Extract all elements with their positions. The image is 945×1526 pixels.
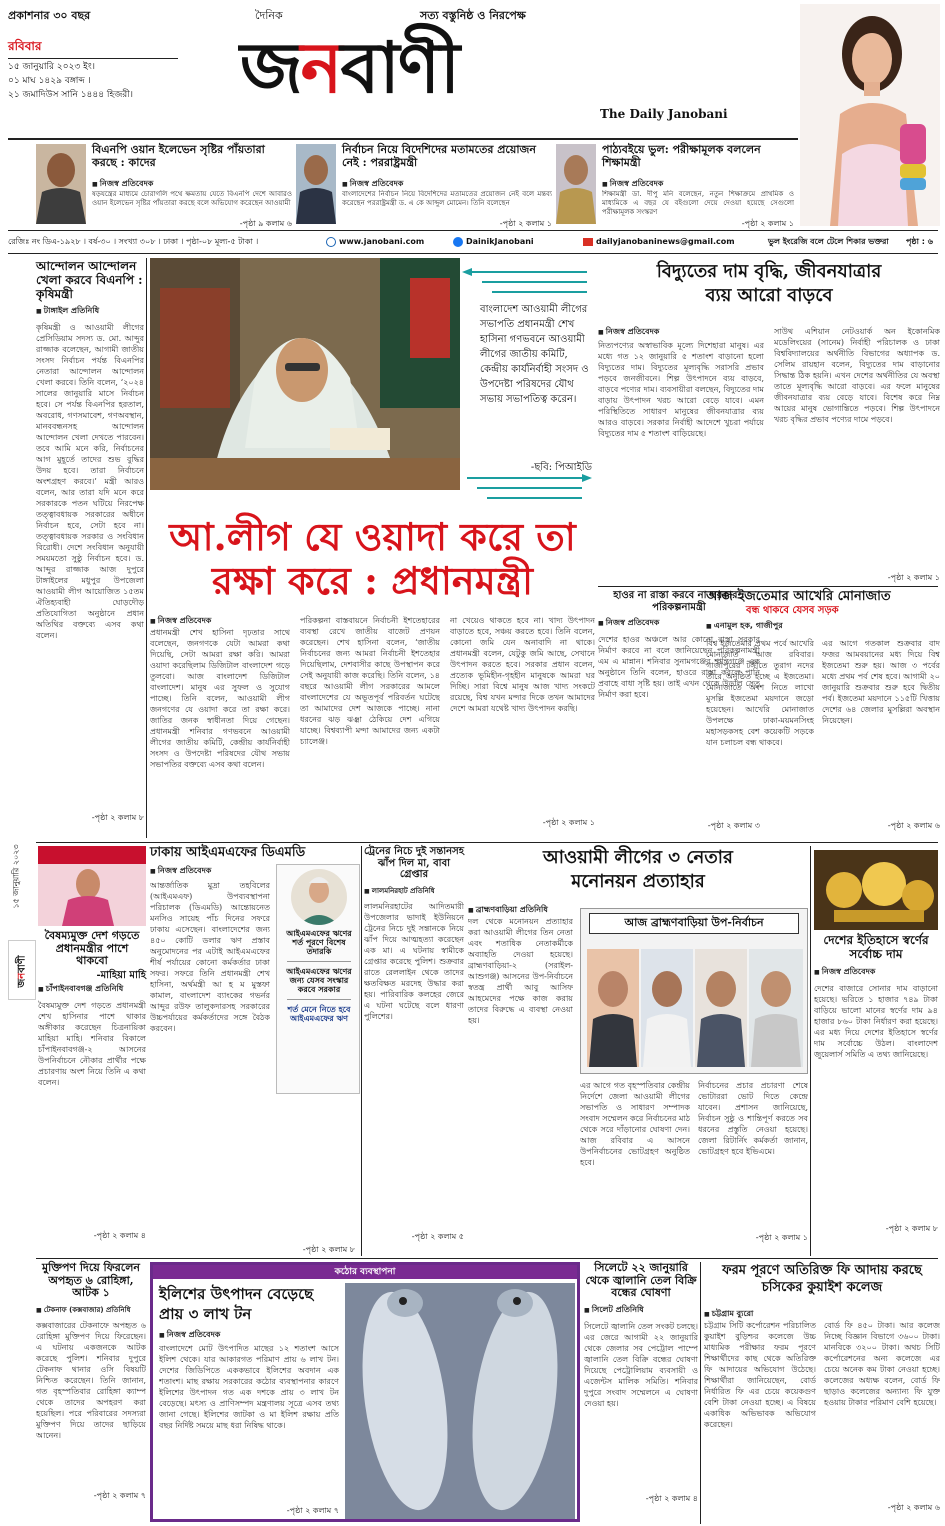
facebook-icon (453, 237, 463, 247)
hilsa-cont: -পৃষ্ঠা ২ কলাম ৭ (286, 1506, 339, 1515)
gold-title: দেশের ইতিহাসে স্বর্ণের সর্বোচ্চ দাম (823, 933, 929, 961)
teaser-cont-2: -পৃষ্ঠা ২ কলাম ১ (499, 219, 552, 228)
teaser-byline-2: ■ নিজস্ব প্রতিবেদক (342, 178, 403, 191)
nomination-box-label: আজ ব্রাহ্মণবাড়িয়া উপ-নির্বাচন (589, 913, 799, 934)
teaser-cont-1: -পৃষ্ঠা ৯ কলাম ৬ (239, 219, 292, 228)
nomination-col-3: নির্বাচনের প্রচার প্রচারণা শেষে ভোটাররা ভোট দিতে কেন্দ্রে যাবেন। প্রশাসন জানিয়েছে, নির্বাচন সুষ্ঠু ও শান্তিপূর্ণ করতে সব ধরনের প্রস্তুতি নেওয়া হয়েছে। জেলা রিটার্নিং কর্মকর্তা জানান, ভোটগ্রহণ হবে ইভিএমে। (698, 1081, 808, 1156)
date-en: ১৫ জানুয়ারি ২০২৩ ইং। (8, 62, 95, 72)
train-byline: ■ লালমনিরহাট প্রতিনিধি (364, 885, 464, 897)
college-story[interactable] (704, 1262, 940, 1524)
train-story[interactable] (364, 846, 464, 1256)
hilsa-title-line-1: ইলিশের উৎপাদন বেড়েছে (159, 1285, 314, 1303)
mahi-cont: -পৃষ্ঠা ২ কলাম ৪ (93, 1231, 146, 1241)
website-link[interactable] (326, 232, 424, 252)
globe-icon (326, 237, 336, 247)
teaser-text-3: শিক্ষামন্ত্রী ডা. দীপু মনি বলেছেন, নতুন শিক্ষাক্রমে প্রাথমিক ও মাধ্যমিকে এ বছর যে বইগুলো দেয়ে দেওয়া হয়েছে সেগুলো পরীক্ষামূলক সংস্করণ (602, 190, 794, 216)
lead-byline: ■ নিজস্ব প্রতিবেদক (150, 615, 211, 628)
arrow-graphic-bottom (462, 470, 592, 514)
electricity-cont: -পৃষ্ঠা ২ কলাম ১ (887, 573, 940, 582)
teaser-2[interactable] (296, 144, 551, 228)
nomination-byline: ■ ব্রাহ্মণবাড়িয়া প্রতিনিধি (468, 904, 548, 917)
fuel-text: সিলেটে জ্বালানি তেল সংকট চলছে। এর জেরে আগামী ২২ জানুয়ারি থেকে জেলার সব পেট্রোল পাম্পে জ্বালানি তেল বিক্রি বন্ধের ঘোষণা দিয়েছে পেট্রোলিয়াম ব্যবসায়ী ও এজেন্টস মালিক সমিতি। শনিবার দুপুরে সংবাদ সম্মেলনে এ ঘোষণা দেওয়া হয়। (584, 1321, 698, 1408)
side-date (2, 820, 32, 940)
road-text: দেশের হাওর অঞ্চলে আর কোনো রাস্তা সরকার নির্মাণ করবে না বলে জানিয়েছেন পরিকল্পনামন্ত্রী এম এ মান্নান। শনিবার সুনামগঞ্জের শান্তিগঞ্জে এক অনুষ্ঠানে তিনি বলেন, হাওরে রাস্তা করলে পানি প্রবাহে বাধা সৃষ্টি হয়। তাই এখন থেকে উড়াল সেতু নির্মাণ করা হবে। (598, 635, 760, 699)
mahi-story[interactable] (38, 930, 146, 1260)
hilsa-kicker-bar (153, 1265, 577, 1279)
imf-official-photo (291, 869, 347, 925)
ijtema-title: আজ ইজতেমার আখেরি মোনাজাত (706, 589, 891, 604)
rohingya-story[interactable] (36, 1262, 146, 1524)
daily-label: দৈনিক (255, 9, 283, 22)
english-name: The Daily Janobani (600, 107, 728, 121)
ijtema-col-1: বিশ্ব ইজতেমার প্রথম পর্বে আখেরি মোনাজাত আজ রবিবার। গাজীপুরের টঙ্গীতে তুরাগ নদের তীরে অনুষ্ঠিত হচ্ছে এ ইজতেমা। মোনাজাতে অংশ নিতে লাখো মুসল্লি ইজতেমা ময়দানে জড়ো হয়েছেন। আখেরি মোনাজাত উপলক্ষে ঢাকা-ময়মনসিংহ মহাসড়কসহ বেশ কয়েকটি সড়কে যান চলাচল বন্ধ থাকবে। (706, 639, 814, 747)
side-date-text: ১৫ জানুয়ারি ২০২৩ (11, 844, 21, 909)
road-byline: ■ নিজস্ব প্রতিবেদক (598, 617, 760, 630)
imf-box-line-3: শর্ত মেনে নিতে হবে আইএমএফের ঋণ (287, 1004, 351, 1024)
teaser-byline-3: ■ নিজস্ব প্রতিবেদক (602, 178, 663, 191)
imf-cont: -পৃষ্ঠা ২ কলাম ৮ (302, 1245, 355, 1254)
hilsa-title-line-2: প্রায় ৩ লাখ টন (159, 1305, 252, 1323)
logo-part-1: জ (240, 27, 301, 109)
nomination-story[interactable] (468, 846, 808, 1256)
road-cont: -পৃষ্ঠা ২ কলাম ৩ (707, 821, 760, 830)
date-bn: ০১ মাঘ ১৪২৯ বঙ্গাব্দ । (8, 76, 91, 86)
ijtema-cont: -পৃষ্ঠা ২ কলাম ৬ (887, 821, 940, 830)
train-cont: -পৃষ্ঠা ২ কলাম ৫ (411, 1231, 464, 1241)
fuel-cont: -পৃষ্ঠা ২ কলাম ৪ (645, 1493, 698, 1503)
teaser-1[interactable] (36, 144, 291, 228)
electricity-story[interactable] (598, 260, 940, 585)
imf-title: ঢাকায় আইএমএফের ডিএমডি (150, 845, 306, 860)
mahi-byline-name: -মাহিয়া মাহি (96, 969, 146, 981)
ijtema-byline: ■ এনামুল হক, গাজীপুর (706, 620, 940, 633)
nomination-cont: -পৃষ্ঠা ২ কলাম ১ (755, 1233, 808, 1242)
hilsa-byline: ■ নিজস্ব প্রতিবেদক (159, 1329, 220, 1342)
electricity-title-line-1: বিদ্যুতের দাম বৃদ্ধি, জীবনযাত্রার (656, 261, 882, 282)
teaser-text-1: ষড়যন্ত্রের মাধ্যমে চোরাগলি পথে ক্ষমতায় যেতে বিএনপি দেশে আবারও ওয়ান ইলেভেন সৃষ্টির পাঁয়তারা করছে বলে অভিযোগ করেছেন আওয়ামী (92, 190, 292, 207)
teaser-photo-1 (36, 144, 86, 224)
hilsa-story[interactable] (150, 1262, 580, 1522)
teaser-title-3: পাঠ্যবইয়ে ভুল: পরীক্ষামূলক বললেন শিক্ষামন্ত্রী (602, 143, 761, 169)
nomination-title-line-2: মনোনয়ন প্রত্যাহার (571, 871, 705, 892)
slogan: সত্য বস্তুনিষ্ঠ ও নিরপেক্ষ (420, 9, 526, 22)
teaser-photo-3 (556, 144, 596, 224)
teaser-title-2: নির্বাচন নিয়ে বিদেশিদের মতামতের প্রয়োজন নেই : পররাষ্ট্রমন্ত্রী (342, 143, 536, 169)
nomination-col-1: দল থেকে মনোনয়ন প্রত্যাহার করা আওয়ামী লীগের তিন নেতা এবং শতাধিক নেতাকর্মীকে অব্যাহতি দেওয়া হয়েছে। ব্রাহ্মণবাড়িয়া-২ (সরাইল-আশুগঞ্জ) আসনের উপ-নির্বাচনে স্বতন্ত্র প্রার্থী আবু আসিফ আহমেদের পক্ষে কাজ করায় তাদের বিরুদ্ধে এ ব্যবস্থা নেওয়া হয়। (468, 917, 573, 1025)
college-title: ফরম পূরণে অতিরিক্ত ফি আদায় করছে চসিকের কুয়াইশ কলেজ (722, 1263, 922, 1295)
hilsa-text: বাংলাদেশে মোট উৎপাদিত মাছের ১২ শতাংশ আসে ইলিশ থেকে। যার আকারগত পরিমাণ প্রায় ৬ লাখ টন। দেশের জিডিপিতে এককভাবে ইলিশের অবদান এক শতাংশ। মাছ রক্ষায় সরকারের কঠোর ব্যবস্থাপনার কারণে ইলিশের উৎপাদন গত এক দশকে প্রায় ৩ লাখ টন বেড়েছে। মৎস্য ও প্রাণিসম্পদ মন্ত্রণালয় সূত্রে এসব তথ্য জানা গেছে। ইলিশের জাটকা ও মা ইলিশ রক্ষায় প্রতি বছর নির্দিষ্ট সময়ে মাছ ধরা নিষিদ্ধ থাকে। (159, 1344, 339, 1430)
left-story-text: কৃষিমন্ত্রী ও আওয়ামী লীগের প্রেসিডিয়াম সদস্য ড. মো. আব্দুর রাজ্জাক বলেছেন, আগামী জাতীয় সংসদ নির্বাচন পর্যন্ত বিএনপির নেতারা আন্দোলন আন্দোলন খেলা করবে। তিনি বলেন, ‘২০২৪ সালের জানুয়ারি মাসে নির্বাচন হবে। সে পর্যন্ত বিএনপির হরতাল, অবরোধ, গণসমাবেশ, গণঅবস্থান, মানববন্ধনসহ আন্দোলন আন্দোলন খেলা দেখতে পারবেন। তবে আমি মনে করি, নির্বাচনের আগ মুহূর্তে তাদের শুভ বুদ্ধির উদয় হবে। তারা নির্বাচনে অংশগ্রহণ করবে।’ মন্ত্রী আরও বলেন, আর তারা যদি মনে করে সরকারকে পতন ঘটিয়ে নিরপেক্ষ তত্ত্বাবধায়ক সরকারের অধীনে নির্বাচন হবে, সেটা হবে না। তত্ত্বাবধায়ক সরকার ও সংবিধান বিরোধী। দেশে সংবিধান অনুযায়ী সময়মতো সুষ্ঠু নির্বাচন হবে। ড. আব্দুর রাজ্জাক আজ দুপুরে টাঙ্গাইলের মধুপুর উপজেলা আওয়ামী লীগ আয়োজিত ১৫তম ঐতিহ্যবাহী ঘোড়দৌড় প্রতিযোগিতা অনুষ্ঠানে প্রধান অতিথির বক্তব্যে এসব কথা বলেন। (36, 323, 144, 641)
mahi-photo (38, 846, 146, 926)
college-cont: -পৃষ্ঠা ২ কলাম ৬ (887, 1503, 940, 1512)
imf-box-line-1: আইএমএফের ঋণের শর্ত পূরণে বিশেষ তদারকি (286, 928, 352, 957)
fuel-byline: ■ সিলেট প্রতিনিধি (584, 1304, 698, 1317)
rohingya-cont: -পৃষ্ঠা ২ কলাম ৭ (93, 1490, 146, 1500)
electricity-col-1: নিত্যপণ্যের অস্বাভাবিক মূল্যে দিশেহারা মানুষ। এর মধ্যে গত ১২ জানুয়ারি ৫ শতাংশ বাড়ানো হলো বিদ্যুতের দাম। বিদ্যুতের মূল্যবৃদ্ধি সরাসরি প্রভাব পড়বে জনজীবনে। শিল্প উৎপাদনে ব্যয় বাড়বে, বাড়বে পণ্যের দাম। ব্যবসায়ীরা বলছেন, বিদ্যুতের দাম বাড়ায় উৎপাদন খরচ আরো বেড়ে যাবে। এমন পরিস্থিতিতে সাধারণ মানুষের জীবনযাত্রার ব্যয় আরও বাড়বে। সরকার নির্বাহী আদেশে খুচরা পর্যায়ে বিদ্যুতের দাম ৫ শতাংশ বাড়িয়েছে। (598, 341, 764, 438)
hero-caption-block (462, 262, 592, 490)
teaser-text-2: বাংলাদেশের নির্বাচন নিয়ে বিদেশিদের মতামতের প্রয়োজন নেই বলে মন্তব্য করেছেন পররাষ্ট্রমন্ত্রী ড. এ কে আব্দুল মোমেন। তিনি বলেছেন (342, 190, 552, 207)
college-col-1: চট্টগ্রাম সিটি কর্পোরেশন পরিচালিত কুয়াইশ বুড়িশ্চর কলেজে উচ্চ মাধ্যমিক পরীক্ষার ফরম পূরণে শিক্ষার্থীদের কাছ থেকে অতিরিক্ত ফি আদায়ের অভিযোগ উঠেছে। শিক্ষার্থীরা জানিয়েছেন, বোর্ড নির্ধারিত ফি এর চেয়ে কয়েকগুণ বেশি টাকা নেওয়া হচ্ছে। এ বিষয়ে একাধিক অভিভাবক অভিযোগ করেছেন। (704, 1321, 816, 1429)
teaser-title-1: বিএনপি ওয়ান ইলেভেন সৃষ্টির পাঁয়তারা করছে : কাদের (92, 143, 265, 169)
mahi-text: বৈষম্যমুক্ত দেশ গড়তে প্রধানমন্ত্রী শেখ হাসিনার পাশে থাকার অঙ্গীকার করেছেন চিত্রনায়িকা মাহিয়া মাহি। শনিবার বিকালে চাঁপাইনবাবগঞ্জ-২ আসনের উপনির্বাচনে নৌকার প্রার্থীর পক্ষে প্রচারণায় অংশ নিয়ে তিনি এ কথা বলেন। (38, 1001, 146, 1088)
hilsa-fish-photo (345, 1283, 575, 1519)
logo (240, 28, 458, 108)
lead-title-line-2: রক্ষা করে : প্রধানমন্ত্রী (212, 558, 533, 603)
nomination-col-2: এর আগে গত বৃহস্পতিবার কেন্দ্রীয় নির্দেশে জেলা আওয়ামী লীগের সভাপতি ও সাধারণ সম্পাদক সংবাদ সম্মেলন করে নির্বাচনের মাঠ থেকে সরে দাঁড়ানোর ঘোষণা দেন। আজ রবিবার এ আসনে উপনির্বাচনের ভোটগ্রহণ অনুষ্ঠিত হবে। (580, 1081, 690, 1167)
gold-cont: -পৃষ্ঠা ২ কলাম ৮ (885, 1223, 938, 1233)
lead-story[interactable] (150, 515, 595, 837)
electricity-title-line-2: ব্যয় আরো বাড়বে (705, 285, 833, 306)
facebook-text: DainikJanobani (466, 237, 534, 246)
train-title: ট্রেনের নিচে দুই সন্তানসহ ঝাঁপ দিল মা, বাবা গ্রেপ্তার (364, 846, 465, 880)
facebook-link[interactable] (453, 232, 534, 252)
imf-box (276, 864, 360, 1094)
gold-byline: ■ নিজস্ব প্রতিবেদক (814, 966, 938, 979)
side-logo: জনবাণী (8, 940, 36, 1000)
fuel-story[interactable] (584, 1262, 698, 1524)
day-label: রবিবার (8, 39, 42, 53)
arrow-graphic-top (462, 262, 592, 302)
lead-cont: -পৃষ্ঠা ২ কলাম ১ (542, 818, 595, 827)
model-photo (800, 4, 940, 226)
college-col-2: বোর্ড ফি ৪৫০ টাকা। আর কলেজ নিচ্ছে বিজ্ঞান বিভাগে ৩৬০০ টাকা। মানবিকে ৩২০০ টাকা। অথচ সিটি কর্পোরেশনের অন্য কলেজে এর চেয়ে অনেক কম টাকা নেওয়া হচ্ছে। কলেজের অধ্যক্ষ বলেন, বোর্ড ফি ছাড়াও কলেজের অন্যান্য ফি যুক্ত হওয়ায় টাকার পরিমাণ বেশি হয়েছে। (824, 1321, 940, 1407)
lead-title-line-1: আ.লীগ যে ওয়াদা করে তা (169, 514, 576, 559)
candidate-photos (587, 949, 803, 1067)
date-hijri: ২১ জমাদিউস সানি ১৪৪৪ হিজরী। (8, 90, 134, 100)
logo-part-2: ন (300, 27, 341, 109)
imf-byline: ■ নিজস্ব প্রতিবেদক (150, 865, 355, 878)
teaser-3[interactable] (556, 144, 796, 228)
website-text: www.janobani.com (339, 237, 425, 246)
ijtema-col-2: এর আগে গতকাল শুক্রবার বাদ ফজর আমবয়ানের মধ্য দিয়ে বিশ্ব ইজতেমা শুরু হয়। আজ ৩ পর্বের মধ্যে প্রথম পর্ব শেষ হবে। আগামী ২০ জানুয়ারি শুক্রবার শুরু হবে দ্বিতীয় পর্ব। ইজতেমা ময়দানে ১১৫টি খিত্তায় দেশের ৬৪ জেলার মুসল্লিরা অবস্থান নিয়েছেন। (822, 639, 940, 725)
gold-story[interactable] (814, 934, 938, 1254)
lead-col-3: না খেয়েও থাকতে হবে না। খাদ্য উৎপাদন বাড়াতে হবে, সঞ্চয় করতে হবে। তিনি বলেন, কোনো জমি যেন অনাবাদি না থাকে। প্রধানমন্ত্রী বলেন, যেটুকু জমি আছে, সেখানে উৎপাদন করতে হবে। সরকার প্রধান বলেন, প্রত্যেক ভূমিহীন-গৃহহীন মানুষকে আমরা ঘর দিচ্ছি। সারা বিশ্বে মানুষ আজ খাদ্য সংকটে রয়েছে, বিশ্ব যখন মন্দার দিকে তখন আমাদের দেশে আমরা যথেষ্ট খাদ্য উৎপাদন করছি। (450, 616, 595, 713)
lead-col-1: প্রধানমন্ত্রী শেখ হাসিনা দৃঢ়তার সাথে বলেছেন, জনগণকে যেটা আমরা কথা দিয়েছি, সেটা আমরা রক্ষা করি। আমরা ওয়াদা করেছিলাম ডিজিটাল বাংলাদেশ গড়ে তুলবো। আজ বাংলাদেশ ডিজিটাল বাংলাদেশ। মানুষ এর সুফল ও সুযোগ পাচ্ছে। তিনি বলেন, আওয়ামী লীগ জনগণের যে ওয়াদা করে তা রক্ষা করে। জাতির জনক স্বাধীনতা দিয়ে গেছেন। প্রধানমন্ত্রী শনিবার গণভবনে আওয়ামী লীগের জাতীয় কমিটি, কেন্দ্রীয় কার্যনির্বাহী সংসদ ও উপদেষ্টা পরিষদের যৌথ সভায় সভাপতির বক্তব্যে এসব কথা বলেন। (150, 628, 290, 769)
teaser-photo-2 (296, 144, 336, 224)
gold-text: দেশের বাজারে সোনার দাম বাড়ানো হয়েছে। ভরিতে ১ হাজার ৭৪৯ টাকা বাড়িয়ে ভালো মানের স্বর্ণের দাম ৯৪ হাজার ৮৬০ টাকা নির্ধারণ করা হয়েছে। এর মধ্য দিয়ে দেশের ইতিহাসে স্বর্ণের দাম সর্বোচ্চে উঠল। বাংলাদেশ জুয়েলার্স সমিতি এ তথ্য জানিয়েছে। (814, 983, 938, 1059)
hero-photo (150, 258, 460, 490)
page-number: পৃষ্ঠা : ৬ (906, 237, 933, 246)
teaser-cont-3: -পৃষ্ঠা ২ কলাম ১ (741, 219, 794, 228)
years-badge: প্রকাশনার ৩০ বছর (8, 9, 91, 22)
imf-text: আন্তর্জাতিক মুদ্রা তহবিলের (আইএমএফ) উপব্যবস্থাপনা পরিচালক (ডিএমডি) আন্তোয়নেত মনসিও সায়েহ পাঁচ দিনের সফরে ঢাকায় এসেছেন। বাংলাদেশের জন্য ৪৫০ কোটি ডলার ঋণ প্রস্তাব অনুমোদনের পর এটাই আইএমএফের শীর্ষ পর্যায়ের কোনো কর্মকর্তার ঢাকা সফর। সফরে তিনি প্রধানমন্ত্রী শেখ হাসিনা, অর্থমন্ত্রী আ হ ম মুস্তফা কামাল, বাংলাদেশ ব্যাংকের গভর্নর আব্দুর রউফ তালুকদারসহ সরকারের উচ্চপর্যায়ের কর্মকর্তাদের সঙ্গে বৈঠক করবেন। (150, 881, 270, 1033)
left-story[interactable] (36, 260, 144, 838)
hero-credit: -ছবি: পিআইডি (530, 462, 592, 473)
college-byline: ■ চট্টগ্রাম ব্যুরো (704, 1308, 753, 1321)
electricity-col-2: সাউথ এশিয়ান নেটওয়ার্ক অন ইকোনমিক মডেলিংয়ের (সানেম) নির্বাহী পরিচালক ও ঢাকা বিশ্ববিদ্যালয়ের অর্থনীতি বিভাগের অধ্যাপক ড. সেলিম রায়হান বলেন, বিদ্যুতের দাম বাড়ানোর সিদ্ধান্ত ঠিক হয়নি। এখন দেশের অর্থনীতির যে অবস্থা তাতে মূল্যবৃদ্ধি আরো বাড়বে। এর ফলে মানুষের জীবনযাত্রার ব্যয় বেড়ে যাবে। বিশেষ করে নিম্ন আয়ের মানুষ ভোগান্তিতে পড়বে। শিল্প উৎপাদনে খরচ বৃদ্ধির প্রভাব পণ্যের দামে পড়বে। (774, 327, 940, 424)
masthead (0, 0, 945, 140)
teaser-byline-1: ■ নিজস্ব প্রতিবেদক (92, 178, 153, 191)
imf-box-line-2: আইএমএফের ঋণের জন্য যেসব সংস্কার করবে সরকার (286, 966, 352, 995)
rohingya-title: মুক্তিপণ দিয়ে ফিরলেন অপহৃত ৬ রোহিঙ্গা, আটক ১ (42, 1261, 140, 1300)
left-story-byline: ■ টাঙ্গাইল প্রতিনিধি (36, 305, 144, 318)
left-story-title: আন্দোলন আন্দোলন খেলা করবে বিএনপি : কৃষিমন্ত্রী (36, 259, 143, 301)
electricity-byline: ■ নিজস্ব প্রতিবেদক (598, 326, 659, 339)
email-text: dailyjanobaninews@gmail.com (596, 237, 735, 246)
info-bar (8, 232, 938, 252)
logo-part-3: বাণী (340, 27, 459, 109)
hero-caption: বাংলাদেশ আওয়ামী লীগের সভাপতি প্রধানমন্ত্রী শেখ হাসিনা গণভবনে আওয়ামী লীগের জাতীয় কমিটি, কেন্দ্রীয় কার্যনির্বাহী সংসদ ও উপদেষ্টা পরিষদের যৌথ সভায় সভাপতিত্ব করেন। (480, 304, 589, 405)
train-text: লালমনিরহাটের আদিতমারী উপজেলার ভাদাই ইউনিয়নে ট্রেনের নিচে দুই সন্তানকে নিয়ে ঝাঁপ দিয়ে আত্মহত্যা করেছেন এক মা। এ ঘটনায় স্বামীকে গ্রেপ্তার করেছে পুলিশ। শুক্রবার রাতে রেললাইন থেকে তাদের ক্ষতবিক্ষত মরদেহ উদ্ধার করা হয়। পারিবারিক কলহের জেরে এ ঘটনা ঘটেছে বলে ধারণা পুলিশের। (364, 901, 464, 1021)
gold-photo (814, 850, 938, 930)
ijtema-subtitle: বন্ধ থাকবে যেসব সড়ক (746, 604, 839, 616)
lead-col-2: পরিকল্পনা বাস্তবায়নে নির্বাচনী ইশতেহারের ব্যবস্থা রেখে জাতীয় বাজেট প্রণয়ন করেছেন। শেখ হাসিনা বলেন, ‘জাতীয় নির্বাচনের জন্য আমরা নির্বাচনী ইশতেহার দিয়েছিলাম, দেশবাসীর কাছে উপস্থাপন করে সেই অনুযায়ী কাজ করেছি। তিনি বলেন, ১৪ বছরে আওয়ামী লীগ সরকারের আমলে বাংলাদেশের যে অভূতপূর্ব পরিবর্তন ঘটেছে তা আমাদের দেশ আজকে পাচ্ছে। নানা ধরনের ঝড় ঝঞ্ঝা ঠেকিয়ে দেশ এগিয়ে যাচ্ছে। বিশ্বব্যাপী মন্দা আমাদের জন্য একটা চ্যালেঞ্জ। (300, 616, 440, 746)
nomination-photo-box (580, 908, 808, 1074)
inner-page-note: ভুল ইংরেজি বলে টেলে শিকার ভক্তরা (768, 237, 889, 246)
hilsa-kicker: কঠোর ব্যবস্থাপনা (334, 1267, 396, 1277)
mahi-title: বৈষম্যমুক্ত দেশ গড়তে প্রধানমন্ত্রীর পাশে থাকবো (44, 929, 140, 968)
road-title: হাওর না রাস্তা করবে না সরকার : পরিকল্পনামন্ত্রী (613, 590, 745, 613)
left-story-cont: -পৃষ্ঠা ২ কলাম ৮ (91, 813, 144, 823)
gmail-icon (583, 238, 593, 246)
mahi-byline: ■ চাঁপাইনবাবগঞ্জ প্রতিনিধি (38, 983, 146, 996)
rohingya-text: কক্সবাজারের টেকনাফে অপহৃত ৬ রোহিঙ্গা মুক্তিপণ দিয়ে ফিরেছেন। এ ঘটনায় একজনকে আটক করেছে পুলিশ। শনিবার দুপুরে টেকনাফ থানার ওসি বিষয়টি নিশ্চিত করেছেন। তিনি জানান, গত বৃহস্পতিবার রোহিঙ্গা ক্যাম্প থেকে তাদের অপহরণ করা হয়েছিল। পরে পরিবারের সদস্যরা মুক্তিপণ দিয়ে তাদের ছাড়িয়ে আনেন। (36, 1320, 146, 1440)
email-link[interactable] (583, 232, 735, 252)
rohingya-byline: ■ টেকনাফ (কক্সবাজার) প্রতিনিধি (36, 1304, 146, 1316)
registration-info: রেজিঃ নং ডিএ-১৯২৮ । বর্ষ-৩০ । সংখ্যা ৩০৮ । ঢাকা । পৃষ্ঠা-০৮ মূল্য-৫ টাকা । (8, 237, 259, 246)
fuel-title: সিলেটে ২২ জানুয়ারি থেকে জ্বালানি তেল বিক্রি বন্ধের ঘোষণা (585, 1261, 697, 1300)
nomination-title-line-1: আওয়ামী লীগের ৩ নেতার (543, 847, 733, 868)
